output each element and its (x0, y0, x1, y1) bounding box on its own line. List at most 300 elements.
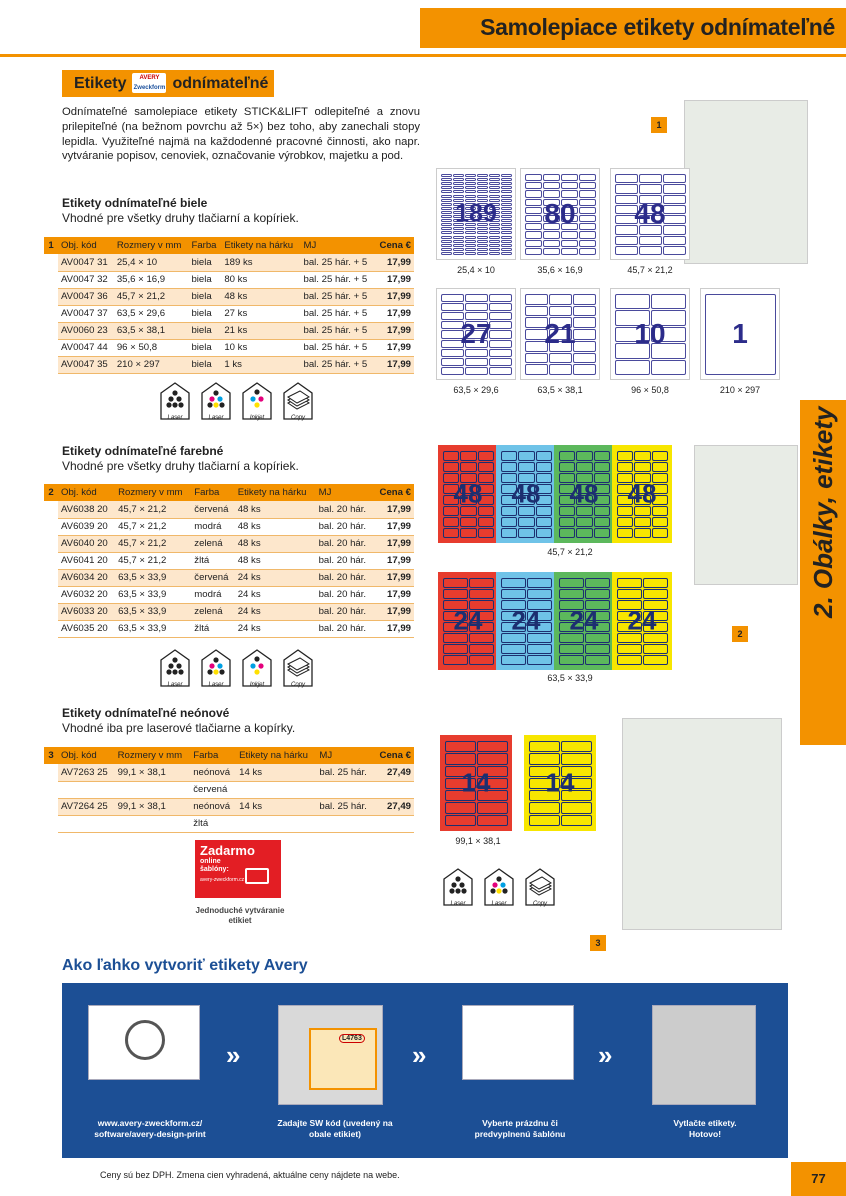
table-number: 1 (44, 237, 58, 254)
label-cell (453, 231, 464, 234)
table-cell: 45,7 × 21,2 (115, 535, 191, 552)
table-cell: zelená (191, 535, 234, 552)
label-cell (489, 195, 500, 198)
table3-title: Etikety odnímateľné neónové (62, 706, 230, 720)
label-cell (469, 578, 494, 588)
label-cell (478, 517, 494, 527)
table-cell: AV0047 32 (58, 271, 114, 288)
label-cell (441, 252, 452, 255)
table-header-row (44, 484, 414, 501)
label-cell (634, 528, 650, 538)
label-cell (652, 528, 668, 538)
sheet-dimension: 99,1 × 38,1 (455, 836, 501, 846)
row-gutter (44, 356, 58, 373)
label-cell (465, 186, 476, 189)
label-cell (549, 306, 572, 317)
table-row (44, 815, 414, 832)
table-cell: 17,99 (373, 552, 414, 569)
row-gutter (44, 586, 58, 603)
table-cell: zelená (191, 603, 234, 620)
label-cell (561, 190, 578, 197)
printer-illustration (652, 1005, 756, 1105)
table-cell (115, 781, 191, 798)
table-cell: bal. 25 hár. (316, 798, 373, 815)
table-number: 3 (44, 747, 58, 764)
table-cell: 63,5 × 33,9 (115, 603, 191, 620)
label-cell (594, 517, 610, 527)
table-cell: 27 ks (221, 305, 300, 322)
label-cell (441, 248, 452, 251)
label-cell (643, 578, 668, 588)
label-cell (501, 252, 512, 255)
label-cell (445, 815, 476, 826)
row-gutter (44, 552, 58, 569)
table-cell (374, 815, 414, 832)
column-header: Farba (188, 237, 221, 254)
label-cell (477, 252, 488, 255)
icon-label: Laser (450, 901, 466, 907)
table-cell: AV7264 25 (58, 798, 115, 815)
label-cell (501, 644, 526, 654)
label-cell (501, 174, 512, 177)
table-cell: 14 ks (236, 764, 316, 781)
label-cell (489, 236, 500, 239)
table-cell: bal. 25 hár. + 5 (300, 271, 374, 288)
label-cell (561, 741, 592, 752)
table-cell: 27,49 (374, 798, 414, 815)
arrow-icon: » (412, 1040, 427, 1070)
label-sheet (610, 288, 690, 380)
table-cell: AV0047 37 (58, 305, 114, 322)
label-cell (559, 451, 575, 461)
label-cell (501, 578, 526, 588)
label-cell (489, 178, 500, 181)
label-cell (579, 231, 596, 238)
label-sheet (700, 288, 780, 380)
table-cell: AV0047 31 (58, 254, 114, 271)
table-cell: 45,7 × 21,2 (115, 518, 191, 535)
table-cell (115, 815, 191, 832)
label-cell (525, 231, 542, 238)
section-title-b: odnímateľné (172, 75, 269, 92)
label-cell (615, 184, 638, 193)
table-cell (58, 781, 115, 798)
label-cell (489, 244, 500, 247)
label-cell (453, 248, 464, 251)
label-cell (489, 190, 500, 193)
table-cell: žltá (191, 552, 234, 569)
label-cell (443, 644, 468, 654)
table-cell: 24 ks (235, 569, 316, 586)
label-cell (501, 186, 512, 189)
table-cell: 99,1 × 38,1 (115, 764, 191, 781)
browser-illustration (88, 1005, 200, 1080)
label-cell (441, 367, 464, 375)
label-cell (643, 644, 668, 654)
label-count: 48 (627, 478, 657, 509)
icon-label: Inkjet (249, 682, 265, 688)
table-cell: 99,1 × 38,1 (115, 798, 191, 815)
label-cell (639, 184, 662, 193)
product-package-3 (622, 718, 782, 930)
color-label-sheet (496, 445, 556, 543)
label-cell (573, 294, 596, 305)
column-header: Farba (190, 747, 236, 764)
label-cell (525, 306, 548, 317)
table-cell: 63,5 × 33,9 (115, 620, 191, 637)
label-cell (663, 174, 686, 183)
table-header-row (44, 237, 414, 254)
label-cell (443, 578, 468, 588)
howto-step-4: Vytlačte etikety. Hotovo! (673, 1118, 737, 1139)
table-cell: bal. 25 hár. + 5 (300, 356, 374, 373)
label-cell (559, 517, 575, 527)
product-package-1 (684, 100, 808, 264)
badge-3: 3 (590, 935, 606, 951)
label-cell (443, 528, 459, 538)
icon-label: Inkjet (249, 415, 265, 421)
label-cell (453, 236, 464, 239)
row-gutter (44, 781, 58, 798)
howto-step-2: Zadajte SW kód (uvedený na obale etikiet) (277, 1118, 393, 1139)
table-cell (316, 815, 373, 832)
label-cell (465, 248, 476, 251)
table-row (44, 552, 414, 569)
label-cell (559, 644, 584, 654)
label-cell (576, 462, 592, 472)
table-row (44, 569, 414, 586)
label-cell (643, 589, 668, 599)
row-gutter (44, 271, 58, 288)
label-cell (489, 231, 500, 234)
label-cell (585, 655, 610, 665)
table-cell: žltá (191, 620, 234, 637)
table-cell: 17,99 (373, 603, 414, 620)
free-label: Zadarmo (200, 843, 255, 858)
label-count: 24 (511, 605, 541, 636)
table-cell: 17,99 (374, 356, 414, 373)
sw-code: L4763 (339, 1034, 365, 1043)
icon-label: Laser (167, 682, 183, 688)
label-cell (453, 178, 464, 181)
label-count: 48 (453, 478, 483, 509)
package-label (309, 1028, 377, 1090)
label-cell (465, 367, 488, 375)
label-cell (465, 240, 476, 243)
label-cell (561, 248, 578, 255)
table-cell: AV7263 25 (58, 764, 115, 781)
table-cell: 63,5 × 33,9 (115, 569, 191, 586)
section-heading (62, 70, 274, 97)
table-cell: 17,99 (374, 322, 414, 339)
table-cell: 80 ks (221, 271, 300, 288)
sheet-dimension: 45,7 × 21,2 (627, 265, 673, 275)
table-cell: 17,99 (373, 569, 414, 586)
label-cell (465, 182, 476, 185)
column-header: Obj. kód (58, 237, 114, 254)
table-cell: 35,6 × 16,9 (114, 271, 189, 288)
table-cell: biela (188, 271, 221, 288)
label-cell (443, 462, 459, 472)
label-cell (477, 190, 488, 193)
table-cell: 10 ks (221, 339, 300, 356)
free-templates-badge[interactable] (195, 840, 281, 898)
color-label-sheet (438, 572, 498, 670)
copy-printer-icon (524, 867, 556, 907)
table2-title: Etikety odnímateľné farebné (62, 444, 224, 458)
table-header-row (44, 747, 414, 764)
label-cell (615, 236, 638, 245)
label-cell (663, 246, 686, 255)
icon-label: Laser (208, 682, 224, 688)
label-count: 189 (455, 199, 497, 228)
label-cell (527, 589, 552, 599)
color-label-sheet (496, 572, 556, 670)
table1-desc: Vhodné pre všetky druhy tlačiarní a kopíriek. (62, 211, 299, 225)
sheet-dimension: 45,7 × 21,2 (547, 547, 593, 557)
icon-label: Copy (532, 901, 547, 907)
table-cell: biela (188, 305, 221, 322)
label-count: 27 (460, 318, 492, 349)
label-cell (529, 741, 560, 752)
label-cell (585, 589, 610, 599)
label-cell (489, 248, 500, 251)
label-cell (477, 753, 508, 764)
laser-mono-printer-icon (442, 867, 474, 907)
label-cell (465, 236, 476, 239)
table-row (44, 518, 414, 535)
label-cell (445, 802, 476, 813)
table-cell: 48 ks (221, 288, 300, 305)
table-cell: bal. 25 hár. + 5 (300, 305, 374, 322)
sheet-dimension: 96 × 50,8 (631, 385, 669, 395)
label-cell (489, 303, 512, 311)
howto-step-1: www.avery-zweckform.cz/ software/avery-design-print (94, 1118, 206, 1139)
row-gutter (44, 322, 58, 339)
label-count: 21 (544, 318, 576, 349)
badge-1: 1 (651, 117, 667, 133)
label-cell (559, 589, 584, 599)
label-cell (518, 517, 534, 527)
label-cell (634, 517, 650, 527)
label-cell (501, 589, 526, 599)
table-row (44, 620, 414, 637)
row-gutter (44, 569, 58, 586)
label-cell (453, 195, 464, 198)
table-cell: AV6039 20 (58, 518, 115, 535)
label-cell (477, 244, 488, 247)
table-cell: červená (191, 569, 234, 586)
table-cell: 21 ks (221, 322, 300, 339)
label-sheet (436, 168, 516, 260)
color-label-sheet (612, 572, 672, 670)
footer-note: Ceny sú bez DPH. Zmena cien vyhradená, aktuálne ceny nájdete na webe. (100, 1170, 400, 1180)
label-cell (617, 528, 633, 538)
table-cell: bal. 20 hár. (316, 535, 374, 552)
table-cell: 24 ks (235, 603, 316, 620)
label-cell (469, 655, 494, 665)
label-cell (615, 246, 638, 255)
label-cell (543, 240, 560, 247)
table-cell: 63,5 × 33,9 (115, 586, 191, 603)
label-cell (615, 294, 650, 309)
row-gutter (44, 815, 58, 832)
table-cell: 48 ks (235, 552, 316, 569)
label-cell (501, 517, 517, 527)
label-cell (529, 815, 560, 826)
label-cell (549, 364, 572, 375)
label-cell (639, 246, 662, 255)
table-cell: bal. 20 hár. (316, 518, 374, 535)
table-cell: 24 ks (235, 620, 316, 637)
label-cell (525, 353, 548, 364)
copy-printer-icon (282, 381, 314, 421)
label-cell (453, 182, 464, 185)
label-cell (518, 462, 534, 472)
label-cell (536, 517, 552, 527)
label-cell (617, 451, 633, 461)
table-cell: biela (188, 356, 221, 373)
row-gutter (44, 535, 58, 552)
column-header: Rozmery v mm (114, 237, 189, 254)
row-gutter (44, 254, 58, 271)
label-cell (501, 240, 512, 243)
column-header: Etikety na hárku (235, 484, 316, 501)
label-cell (617, 462, 633, 472)
table-cell: biela (188, 339, 221, 356)
table-cell: biela (188, 322, 221, 339)
table-cell: 17,99 (374, 305, 414, 322)
table-cell: 189 ks (221, 254, 300, 271)
table2-desc: Vhodné pre všetky druhy tlačiarní a kopíriek. (62, 459, 299, 473)
label-cell (525, 182, 542, 189)
label-cell (441, 294, 464, 302)
label-cell (573, 353, 596, 364)
label-cell (561, 802, 592, 813)
neon-label-sheet (524, 735, 596, 831)
label-cell (489, 186, 500, 189)
label-cell (501, 528, 517, 538)
table-cell: modrá (191, 518, 234, 535)
table-row (44, 535, 414, 552)
howto-title: Ako ľahko vytvoriť etikety Avery (62, 957, 308, 974)
table-cell: 17,99 (374, 271, 414, 288)
label-cell (489, 367, 512, 375)
row-gutter (44, 339, 58, 356)
label-cell (477, 240, 488, 243)
package-illustration (278, 1005, 383, 1105)
label-cell (469, 589, 494, 599)
page-title: Samolepiace etikety odnímateľné (480, 14, 835, 40)
label-sheet (610, 168, 690, 260)
page-number: 77 (791, 1162, 846, 1196)
label-cell (585, 578, 610, 588)
table-cell: žltá (190, 815, 236, 832)
arrow-icon: » (598, 1040, 613, 1070)
table-cell: 45,7 × 21,2 (115, 552, 191, 569)
label-cell (489, 294, 512, 302)
row-gutter (44, 603, 58, 620)
table-cell: neónová (190, 764, 236, 781)
label-cell (478, 451, 494, 461)
label-cell (443, 451, 459, 461)
table-cell: bal. 25 hár. + 5 (300, 288, 374, 305)
table-cell: 210 × 297 (114, 356, 189, 373)
label-cell (477, 231, 488, 234)
label-cell (651, 294, 686, 309)
table-cell: 17,99 (373, 518, 414, 535)
label-cell (543, 182, 560, 189)
label-count: 1 (732, 318, 748, 349)
label-cell (536, 528, 552, 538)
label-cell (465, 303, 488, 311)
row-gutter (44, 798, 58, 815)
label-cell (441, 231, 452, 234)
label-cell (453, 186, 464, 189)
label-cell (549, 353, 572, 364)
section-title-a: Etikety (74, 75, 127, 92)
sheet-dimension: 63,5 × 29,6 (453, 385, 499, 395)
label-cell (460, 528, 476, 538)
label-cell (617, 578, 642, 588)
label-sheet (520, 168, 600, 260)
label-cell (465, 178, 476, 181)
online-text: online (200, 858, 221, 865)
table-cell: 14 ks (236, 798, 316, 815)
laser-mono-printer-icon (159, 381, 191, 421)
label-cell (536, 451, 552, 461)
table-number: 2 (44, 484, 58, 501)
column-header: MJ (316, 484, 374, 501)
row-gutter (44, 620, 58, 637)
laser-color-printer-icon (200, 381, 232, 421)
label-count: 24 (627, 605, 657, 636)
arrow-icon: » (226, 1040, 241, 1070)
label-count: 80 (544, 198, 576, 229)
label-sheet (436, 288, 516, 380)
label-cell (489, 174, 500, 177)
label-cell (441, 358, 464, 366)
label-cell (465, 174, 476, 177)
label-cell (477, 174, 488, 177)
column-header: Etikety na hárku (236, 747, 316, 764)
label-cell (529, 753, 560, 764)
table-cell: bal. 20 hár. (316, 501, 374, 518)
sheet-dimension: 35,6 × 16,9 (537, 265, 583, 275)
label-cell (441, 190, 452, 193)
label-cell (445, 753, 476, 764)
column-header: Rozmery v mm (115, 747, 191, 764)
table-cell: 48 ks (235, 518, 316, 535)
label-cell (525, 190, 542, 197)
table-cell: AV6040 20 (58, 535, 115, 552)
column-header: Etikety na hárku (221, 237, 300, 254)
table-cell: 17,99 (374, 254, 414, 271)
table-cell: 17,99 (373, 535, 414, 552)
table-cell: modrá (191, 586, 234, 603)
sheet-dimension: 63,5 × 38,1 (537, 385, 583, 395)
label-cell (453, 252, 464, 255)
table-cell: AV6035 20 (58, 620, 115, 637)
label-cell (443, 589, 468, 599)
label-cell (441, 174, 452, 177)
label-cell (617, 655, 642, 665)
label-cell (443, 517, 459, 527)
table-cell: 17,99 (373, 501, 414, 518)
table-cell: 17,99 (374, 339, 414, 356)
column-header: Cena € (373, 484, 414, 501)
table-cell: 63,5 × 38,1 (114, 322, 189, 339)
